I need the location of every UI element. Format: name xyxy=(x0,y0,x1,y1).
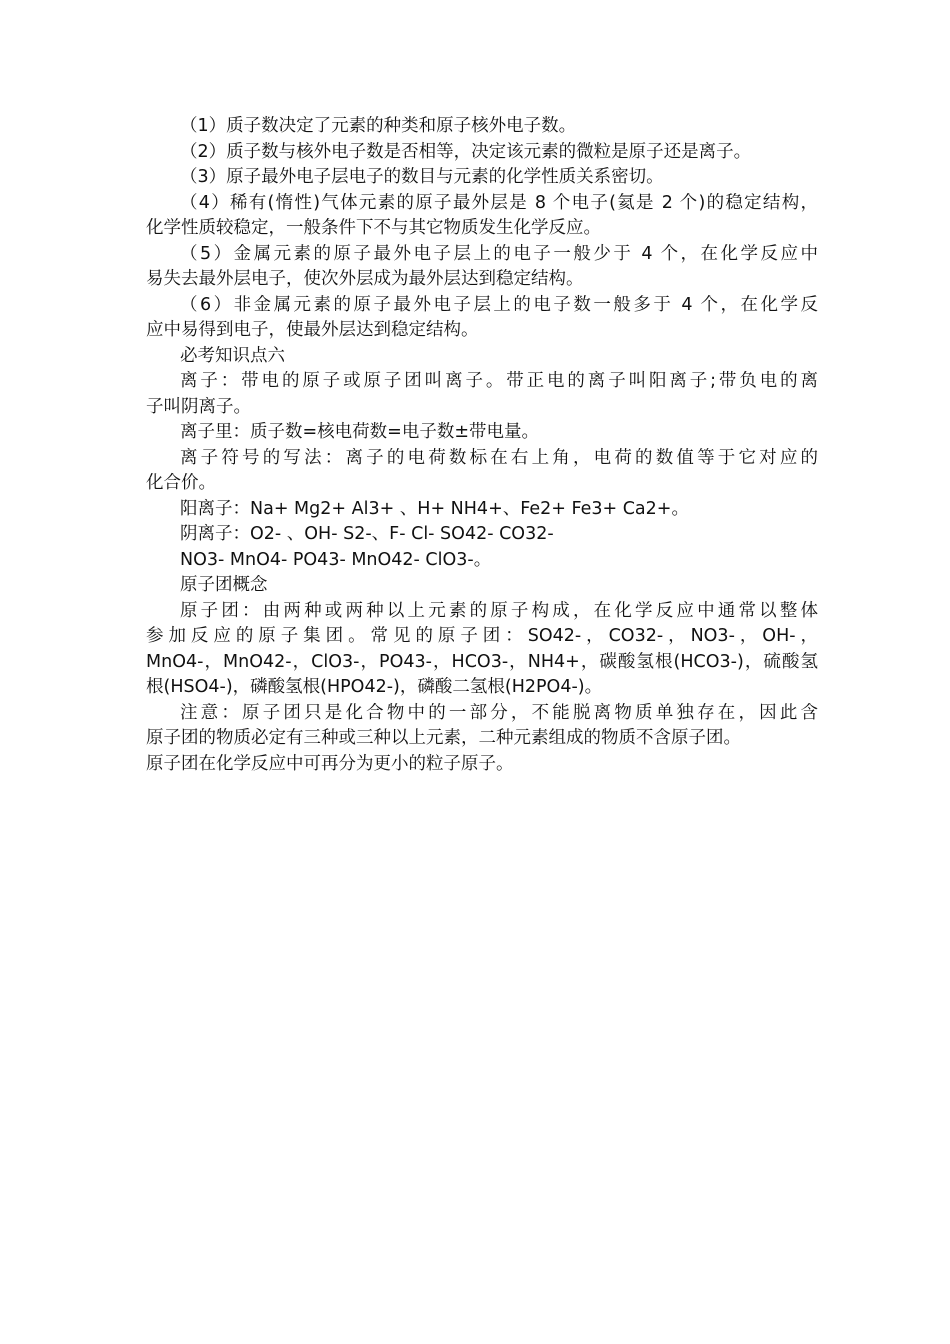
text-line: 离子：带电的原子或原子团叫离子。带正电的离子叫阳离子;带负电的离 xyxy=(180,371,818,391)
text-line: 离子符号的写法：离子的电荷数标在右上角，电荷的数值等于它对应的 xyxy=(180,447,818,468)
text-line: （4）稀有(惰性)气体元素的原子最外层是 8 个电子(氦是 2 个)的稳定结构， xyxy=(180,192,818,213)
text-line: 必考知识点六 xyxy=(180,345,285,366)
text-line: 原子团的物质必定有三种或三种以上元素，二种元素组成的物质不含原子团。 xyxy=(146,728,741,748)
text-line: （1）质子数决定了元素的种类和原子核外电子数。 xyxy=(180,116,577,136)
text-line: NO3- MnO4- PO43- MnO42- ClO3-。 xyxy=(180,549,492,570)
text-line: （5）金属元素的原子最外电子层上的电子一般少于 4 个，在化学反应中 xyxy=(180,243,818,264)
text-line: 原子团在化学反应中可再分为更小的粒子原子。 xyxy=(146,753,514,774)
text-line: （2）质子数与核外电子数是否相等，决定该元素的微粒是原子还是离子。 xyxy=(180,141,752,162)
text-line: 离子里：质子数=核电荷数=电子数±带电量。 xyxy=(180,422,539,442)
text-line: 应中易得到电子，使最外层达到稳定结构。 xyxy=(146,320,479,340)
text-line: （3）原子最外电子层电子的数目与元素的化学性质关系密切。 xyxy=(180,167,664,187)
text-line: 子叫阴离子。 xyxy=(146,396,251,417)
text-line: 易失去最外层电子，使次外层成为最外层达到稳定结构。 xyxy=(146,269,584,289)
text-line: MnO4-，MnO42-，ClO3-，PO43-，HCO3-，NH4+，碳酸氢根(HCO3-)，硫酸氢 xyxy=(146,651,818,672)
text-line: 参加反应的原子集团。常见的原子团：SO42-，CO32-，NO3-，OH-， xyxy=(146,626,818,646)
document-body xyxy=(146,114,818,777)
text-line: 阴离子：O2- 、OH- S2-、F- Cl- SO42- CO32- xyxy=(180,524,554,544)
text-line: 化学性质较稳定，一般条件下不与其它物质发生化学反应。 xyxy=(146,218,601,238)
text-line: 原子团概念 xyxy=(180,575,268,595)
text-line: 化合价。 xyxy=(146,473,216,493)
text-line: 注意：原子团只是化合物中的一部分，不能脱离物质单独存在，因此含 xyxy=(180,702,818,723)
text-line: 根(HSO4-)，磷酸氢根(HPO42-)，磷酸二氢根(H2PO4-)。 xyxy=(146,677,603,697)
text-line: 阳离子：Na+ Mg2+ Al3+ 、H+ NH4+、Fe2+ Fe3+ Ca2+。 xyxy=(180,498,689,519)
text-line: 原子团：由两种或两种以上元素的原子构成，在化学反应中通常以整体 xyxy=(180,600,818,621)
text-line: （6）非金属元素的原子最外电子层上的电子数一般多于 4 个，在化学反 xyxy=(180,294,818,315)
